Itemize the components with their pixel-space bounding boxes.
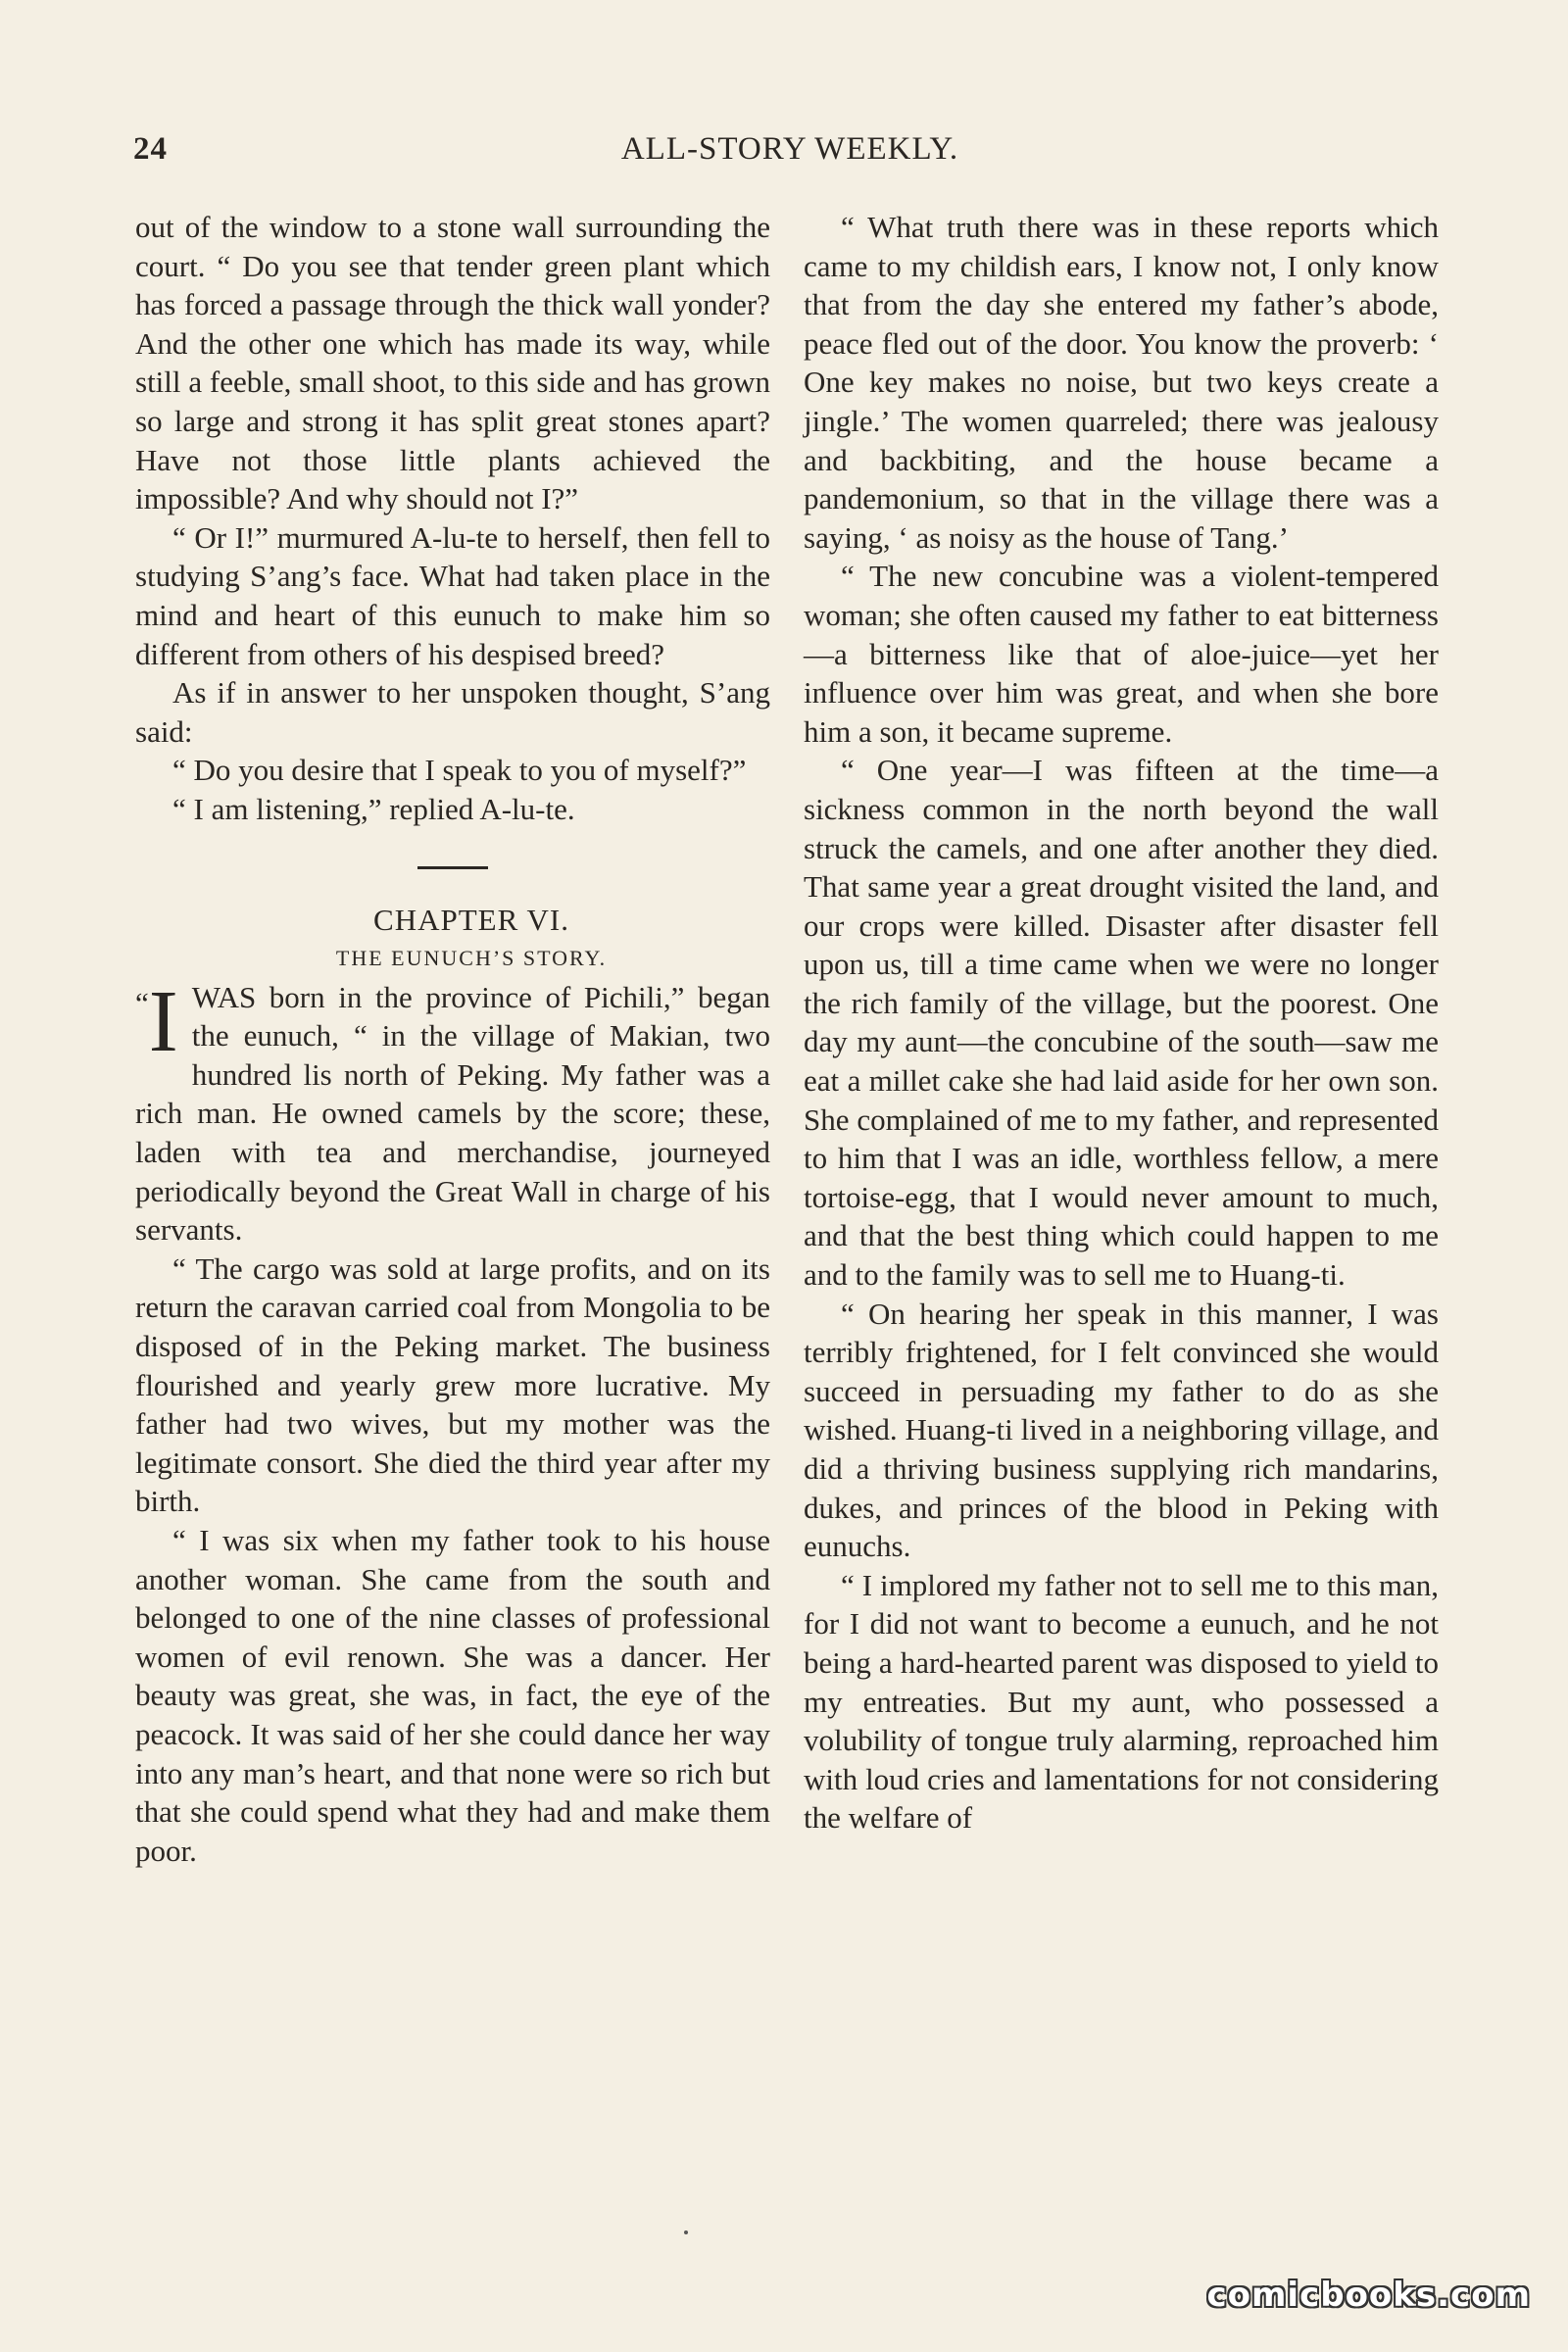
paragraph: “ On hearing her speak in this manner, I was terribly frightened, for I felt convinced she would succeed in persuading my father to do as she wished. Huang-ti lived in a neighboring village, and did a thriving business supplying rich mandarins, dukes, and princes of the blood in Peking with eunuchs.	[804, 1296, 1439, 1564]
page-header	[133, 131, 1446, 174]
right-column	[804, 208, 1439, 1838]
section-divider	[417, 866, 488, 869]
paragraph: “ I implored my father not to sell me to this man, for I did not want to become a eunuch, and he not being a hard-hearted parent was disposed to yield to my entreaties. But my aunt, who possessed a volubility of tongue truly alarming, reproached him with loud cries and lamentations for not considering the welfare of	[804, 1567, 1439, 1836]
paragraph: “ Do you desire that I speak to you of myself?”	[172, 753, 747, 788]
paragraph: “ I am listening,” replied A-lu-te.	[172, 791, 575, 826]
paragraph: “ I was six when my father took to his house another woman. She came from the south and belonged to one of the nine classes of professional women of evil renown. She was a dancer. Her beauty was great, she was, in fact, the eye of the peacock. It was said of her she could dance her way into any man’s heart, and that none were so rich but that she could spend what they had and make them poor.	[135, 1523, 770, 1868]
magazine-title: ALL-STORY WEEKLY.	[620, 131, 959, 167]
paragraph: out of the window to a stone wall surrounding the court. “ Do you see that tender green plant which has forced a passage through the thick wall yonder? And the other one which has made its way, while still a feeble, small shoot, to this side and has grown so large and strong it has split great stones apart? Have not those little plants achieved the impossible? And why should not I?”	[135, 210, 770, 516]
paragraph: As if in answer to her unspoken thought, S’ang said:	[135, 675, 770, 749]
drop-cap-quote: “	[135, 985, 149, 1020]
paragraph: “ What truth there was in these reports which came to my childish ears, I know not, I only know that from the day she entered my father’s abode, peace fled out of the door. You know the proverb: ‘ One key makes no noise, but two keys create a jingle.’ The women quarreled; there was jealousy and backbiting, and the house became a pandemonium, so that in the village there was a saying, ‘ as noisy as the house of Tang.’	[804, 210, 1439, 555]
chapter-subtitle: THE EUNUCH’S STORY.	[335, 946, 608, 971]
page-speck	[684, 2230, 688, 2234]
paragraph-dropcap	[135, 972, 770, 1250]
watermark-logo: comicbooks.com	[1206, 2276, 1531, 2315]
page-number: 24	[133, 131, 168, 167]
paragraph: “ The new concubine was a violent-tempered woman; she often caused my father to eat bitterness—a bitterness like that of aloe-juice—yet her influence over him was great, and when she bore him a son, it became supreme.	[804, 559, 1439, 749]
chapter-title: CHAPTER VI.	[373, 902, 569, 937]
paragraph: “ The cargo was sold at large profits, and on its return the caravan carried coal from Mongolia to be disposed of in the Peking market. The business flourished and yearly grew more lucrative. My father had two wives, but my mother was the legitimate consort. She died the third year after my birth.	[135, 1250, 770, 1519]
paragraph: “ Or I!” murmured A-lu-te to herself, then fell to studying S’ang’s face. What had taken place in the mind and heart of this eunuch to make him so different from others of his despised breed?	[135, 519, 770, 671]
paragraph: “ One year—I was fifteen at the time—a sickness common in the north beyond the wall struck the camels, and one after another they died. That same year a great drought visited the land, and our crops were killed. Disaster after disaster fell upon us, till a time came when we were no longer the rich family of the village, but the poorest. One day my aunt—the concubine of the south—saw me eat a millet cake she had laid aside for her own son. She complained of me to my father, and represented to him that I was an idle, worthless fellow, a mere tortoise-egg, that I would never amount to much, and that the best thing which could happen to me and to the family was to sell me to Huang-ti.	[804, 753, 1439, 1293]
paragraph-text: WAS born in the province of Pichili,” began the eunuch, “ in the village of Makian, two hundred lis north of Peking. My father was a rich man. He owned camels by the score; these, laden with tea and merchandise, journeyed periodically beyond the Great Wall in charge of his servants.	[135, 979, 770, 1248]
drop-cap	[135, 972, 178, 1070]
drop-cap-letter: I	[148, 972, 178, 1070]
left-column	[135, 208, 770, 1870]
